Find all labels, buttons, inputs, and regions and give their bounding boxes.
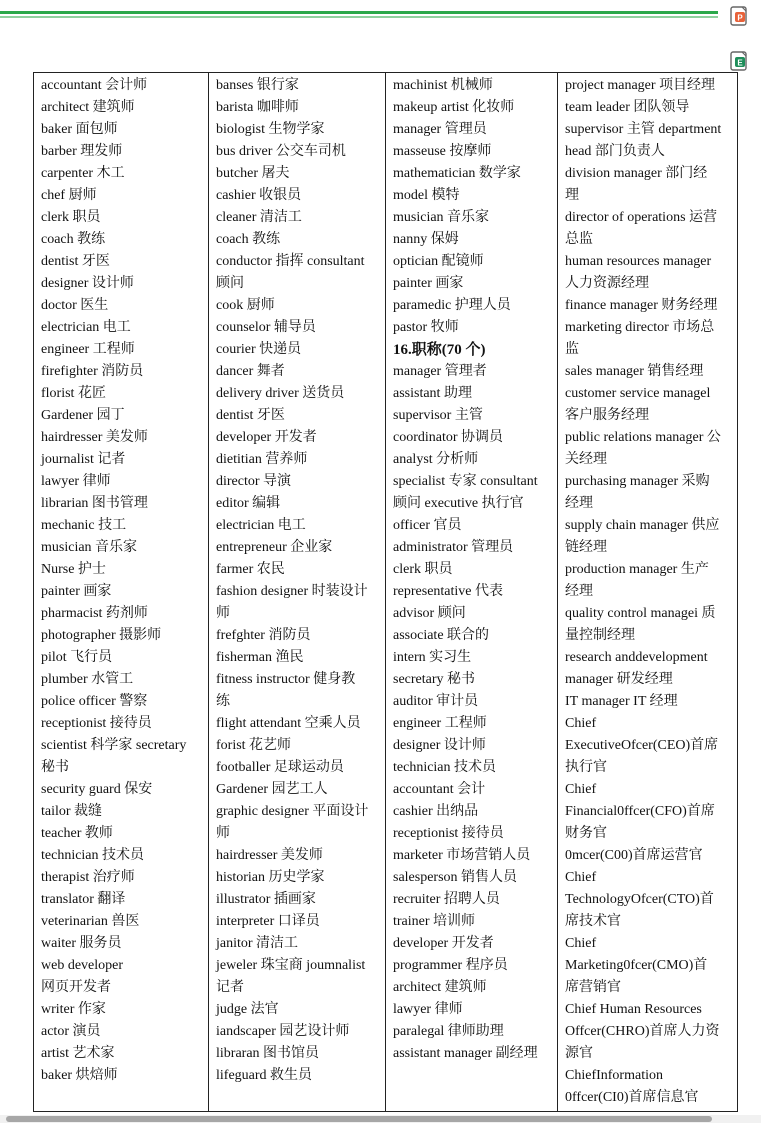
vocab-entry: barista 咖啡师 <box>216 100 299 115</box>
vocab-entry: firefighter 消防员 <box>41 364 144 379</box>
vocab-entry: counselor 辅导员 <box>216 320 316 335</box>
accent-line-dark <box>0 11 718 14</box>
ppt-export-icon[interactable] <box>726 3 752 29</box>
vocab-entry: director of operations 运营 <box>565 210 718 225</box>
vocab-entry: painter 画家 <box>41 584 112 599</box>
vocab-entry: coach 教练 <box>216 232 281 247</box>
table-column-3 <box>386 73 558 1111</box>
vocab-entry: plumber 水管工 <box>41 672 134 687</box>
vocab-entry: pharmacist 药剂师 <box>41 606 148 621</box>
vocab-entry: Financial0ffcer(CFO)首席 <box>565 804 715 819</box>
vocab-entry: frefghter 消防员 <box>216 628 311 643</box>
vocab-entry: doctor 医生 <box>41 298 109 313</box>
vocab-entry: assistant 助理 <box>393 386 472 401</box>
vocab-entry: entrepreneur 企业家 <box>216 540 333 555</box>
vocab-entry: developer 开发者 <box>216 430 317 445</box>
vocab-entry: customer service managel <box>565 386 711 401</box>
vocab-entry: technician 技术员 <box>41 848 145 863</box>
vocab-entry: biologist 生物学家 <box>216 122 325 137</box>
vocab-entry: mechanic 技工 <box>41 518 127 533</box>
vocab-entry: architect 建筑师 <box>41 100 135 115</box>
vocab-entry: footballer 足球运动员 <box>216 760 344 775</box>
vocab-entry: dietitian 营养师 <box>216 452 308 467</box>
vocab-entry: architect 建筑师 <box>393 980 487 995</box>
vocab-entry: conductor 指挥 consultant <box>216 254 365 269</box>
vocab-entry: assistant manager 副经理 <box>393 1046 538 1061</box>
vocab-entry: jeweler 珠宝商 joumnalist <box>216 958 366 973</box>
vocab-entry: therapist 治疗师 <box>41 870 135 885</box>
vocab-entry: accountant 会计 <box>393 782 486 797</box>
horizontal-scrollbar[interactable] <box>0 1115 761 1123</box>
table-column-2 <box>209 73 386 1111</box>
vocab-entry: ChiefInformation <box>565 1068 663 1083</box>
vocab-entry: 记者 <box>216 980 244 995</box>
vocab-entry: production manager 生产 <box>565 562 709 577</box>
vocab-entry: Chief <box>565 716 597 731</box>
vocab-entry: sales manager 销售经理 <box>565 364 704 379</box>
vocab-entry: interpreter 口译员 <box>216 914 320 929</box>
vocab-entry: model 模特 <box>393 188 460 203</box>
vocab-entry: waiter 服务员 <box>41 936 122 951</box>
vocab-entry: human resources manager <box>565 254 712 269</box>
vocab-entry: coordinator 协调员 <box>393 430 504 445</box>
vocab-entry: associate 联合的 <box>393 628 490 643</box>
vocab-entry: lifeguard 救生员 <box>216 1068 313 1083</box>
vocab-entry: paramedic 护理人员 <box>393 298 511 313</box>
vocab-entry: Chief <box>565 782 597 797</box>
vocab-entry: libraran 图书馆员 <box>216 1046 320 1061</box>
vocab-entry: hairdresser 美发师 <box>216 848 323 863</box>
vocab-entry: baker 面包师 <box>41 122 118 137</box>
vocab-entry: ExecutiveOfcer(CEO)首席 <box>565 738 719 753</box>
vocab-entry: 0ffcer(CI0)首席信息官 <box>565 1090 699 1105</box>
vocab-entry: artist 艺术家 <box>41 1046 115 1061</box>
vocab-entry: Gardener 园丁 <box>41 408 125 423</box>
vocab-entry: manager 研发经理 <box>565 672 673 687</box>
vocab-entry: 总监 <box>565 232 593 247</box>
vocab-entry: 执行官 <box>565 760 607 775</box>
vocab-entry: makeup artist 化妆师 <box>393 100 515 115</box>
vocab-entry: salesperson 销售人员 <box>393 870 518 885</box>
vocab-entry: web developer <box>41 958 124 973</box>
vocab-entry: accountant 会计师 <box>41 78 148 93</box>
vocab-entry: florist 花匠 <box>41 386 106 401</box>
vocab-entry: 练 <box>216 694 230 709</box>
vocab-entry: 财务官 <box>565 826 607 841</box>
vocab-entry: janitor 清洁工 <box>216 936 299 951</box>
vocab-entry: finance manager 财务经理 <box>565 298 718 313</box>
vocab-entry: illustrator 插画家 <box>216 892 316 907</box>
vocab-entry: supply chain manager 供应 <box>565 518 720 533</box>
vocab-entry: 网页开发者 <box>41 980 111 995</box>
vocab-entry: banses 银行家 <box>216 78 299 93</box>
vocab-entry: Chief <box>565 870 597 885</box>
vocab-entry: lawyer 律师 <box>393 1002 463 1017</box>
vocab-entry: 师 <box>216 606 230 621</box>
vocab-entry: supervisor 主管 <box>393 408 483 423</box>
table-column-1 <box>34 73 209 1111</box>
vocab-entry: judge 法官 <box>216 1002 279 1017</box>
vocab-entry: masseuse 按摩师 <box>393 144 492 159</box>
vocab-entry: translator 翻译 <box>41 892 126 907</box>
vocab-entry: 0mcer(C00)首席运营官 <box>565 848 703 863</box>
vocab-entry: marketing director 市场总 <box>565 320 715 335</box>
vocab-entry: representative 代表 <box>393 584 504 599</box>
vocab-entry: designer 设计师 <box>393 738 486 753</box>
vocab-entry: 经理 <box>565 496 593 511</box>
vocab-entry: 量控制经理 <box>565 628 635 643</box>
vocab-entry: butcher 屠夫 <box>216 166 290 181</box>
vocab-entry: photographer 摄影师 <box>41 628 162 643</box>
vocab-entry: farmer 农民 <box>216 562 285 577</box>
vocab-entry: 经理 <box>565 584 593 599</box>
vocab-entry: optician 配镜师 <box>393 254 484 269</box>
vocab-entry: editor 编辑 <box>216 496 281 511</box>
vocab-entry: iandscaper 园艺设计师 <box>216 1024 350 1039</box>
excel-export-icon[interactable] <box>726 48 752 74</box>
vocab-entry: division manager 部门经 <box>565 166 708 181</box>
vocab-entry: project manager 项目经理 <box>565 78 716 93</box>
vocab-entry: librarian 图书管理 <box>41 496 148 511</box>
vocab-entry: manager 管理员 <box>393 122 487 137</box>
vocab-entry: veterinarian 兽医 <box>41 914 140 929</box>
vocab-entry: trainer 培训师 <box>393 914 476 929</box>
vocab-entry: engineer 工程师 <box>41 342 135 357</box>
vocab-entry: intern 实习生 <box>393 650 472 665</box>
svg-text:E: E <box>737 58 743 68</box>
vocab-entry: forist 花艺师 <box>216 738 292 753</box>
vocab-entry: manager 管理者 <box>393 364 487 379</box>
vocab-entry: receptionist 接待员 <box>393 826 504 841</box>
vocab-entry: cashier 出纳品 <box>393 804 479 819</box>
vocab-entry: baker 烘焙师 <box>41 1068 118 1083</box>
vocab-entry: 关经理 <box>565 452 607 467</box>
vocab-entry: hairdresser 美发师 <box>41 430 148 445</box>
vocab-entry: recruiter 招聘人员 <box>393 892 500 907</box>
vocab-entry: 监 <box>565 342 579 357</box>
vocab-entry: Offcer(CHRO)首席人力资 <box>565 1024 720 1039</box>
vocab-entry: designer 设计师 <box>41 276 134 291</box>
vocab-entry: developer 开发者 <box>393 936 494 951</box>
vocab-entry: musician 音乐家 <box>393 210 490 225</box>
vocab-entry: cashier 收银员 <box>216 188 302 203</box>
vocab-entry: specialist 专家 consultant <box>393 474 538 489</box>
vocab-entry: teacher 教师 <box>41 826 113 841</box>
vocab-entry: cleaner 清洁工 <box>216 210 302 225</box>
svg-text:P: P <box>737 13 743 23</box>
vocab-entry: IT manager IT 经理 <box>565 694 678 709</box>
vocab-entry: 秘书 <box>41 760 69 775</box>
top-accent-bar <box>0 0 718 20</box>
vocab-entry: 理 <box>565 188 579 203</box>
vocab-entry: clerk 职员 <box>393 562 453 577</box>
section-heading: 16.职称(70 个) <box>393 342 486 358</box>
vocab-entry: technician 技术员 <box>393 760 497 775</box>
vocab-entry: analyst 分析师 <box>393 452 479 467</box>
vocab-entry: advisor 顾问 <box>393 606 466 621</box>
vocab-entry: fitness instructor 健身教 <box>216 672 356 687</box>
vocab-entry: 席技术官 <box>565 914 621 929</box>
vocab-entry: officer 官员 <box>393 518 462 533</box>
vocab-entry: coach 教练 <box>41 232 106 247</box>
vocab-entry: nanny 保姆 <box>393 232 459 247</box>
vocab-entry: secretary 秘书 <box>393 672 476 687</box>
vocab-entry: musician 音乐家 <box>41 540 138 555</box>
vocab-entry: marketer 市场营销人员 <box>393 848 531 863</box>
vocab-entry: actor 演员 <box>41 1024 101 1039</box>
vocab-entry: administrator 管理员 <box>393 540 514 555</box>
vocab-entry: chef 厨师 <box>41 188 97 203</box>
vocab-entry: head 部门负责人 <box>565 144 665 159</box>
vocab-entry: 源官 <box>565 1046 593 1061</box>
vocab-entry: Chief <box>565 936 597 951</box>
vocab-entry: security guard 保安 <box>41 782 153 797</box>
vocab-entry: Marketing0fcer(CMO)首 <box>565 958 708 973</box>
vocab-entry: machinist 机械师 <box>393 78 493 93</box>
vocab-entry: lawyer 律师 <box>41 474 111 489</box>
vocab-entry: engineer 工程师 <box>393 716 487 731</box>
side-toolbar <box>718 0 761 80</box>
vocab-entry: cook 厨师 <box>216 298 275 313</box>
vocab-entry: scientist 科学家 secretary <box>41 738 187 753</box>
vocab-entry: 人力资源经理 <box>565 276 649 291</box>
vocab-entry: research anddevelopment <box>565 650 708 665</box>
vocab-entry: 席营销官 <box>565 980 621 995</box>
accent-line-light <box>0 16 718 18</box>
vocab-entry: dentist 牙医 <box>41 254 110 269</box>
vocab-entry: auditor 审计员 <box>393 694 479 709</box>
vocab-entry: mathematician 数学家 <box>393 166 521 181</box>
vocab-entry: programmer 程序员 <box>393 958 508 973</box>
table-column-4 <box>558 73 737 1111</box>
vocab-entry: director 导演 <box>216 474 292 489</box>
vocab-entry: barber 理发师 <box>41 144 123 159</box>
vocab-entry: public relations manager 公 <box>565 430 721 445</box>
vocab-entry: delivery driver 送货员 <box>216 386 345 401</box>
vocab-entry: 师 <box>216 826 230 841</box>
vocab-entry: purchasing manager 采购 <box>565 474 710 489</box>
vocab-entry: clerk 职员 <box>41 210 101 225</box>
vocab-entry: fashion designer 时装设计 <box>216 584 368 599</box>
vocab-entry: historian 历史学家 <box>216 870 325 885</box>
vocab-entry: 链经理 <box>565 540 607 555</box>
vocab-entry: police officer 警察 <box>41 694 148 709</box>
vocab-entry: team leader 团队领导 <box>565 100 690 115</box>
vocab-entry: flight attendant 空乘人员 <box>216 716 361 731</box>
vocab-entry: graphic designer 平面设计 <box>216 804 369 819</box>
vocab-entry: 顾问 <box>216 276 244 291</box>
vocab-entry: quality control managei 质 <box>565 606 716 621</box>
vocab-entry: dancer 舞者 <box>216 364 285 379</box>
vocab-entry: carpenter 木工 <box>41 166 125 181</box>
vocab-entry: pastor 牧师 <box>393 320 459 335</box>
vocab-entry: Gardener 园艺工人 <box>216 782 328 797</box>
vocabulary-table <box>33 72 738 1112</box>
vocab-entry: tailor 裁缝 <box>41 804 103 819</box>
vocab-entry: 顾问 executive 执行官 <box>393 496 524 511</box>
vocab-entry: writer 作家 <box>41 1002 106 1017</box>
vocab-entry: electrician 电工 <box>216 518 306 533</box>
vocab-entry: journalist 记者 <box>41 452 126 467</box>
vocab-entry: bus driver 公交车司机 <box>216 144 346 159</box>
vocab-entry: fisherman 渔民 <box>216 650 304 665</box>
vocab-entry: receptionist 接待员 <box>41 716 152 731</box>
vocab-entry: supervisor 主管 department <box>565 122 722 137</box>
vocab-entry: Chief Human Resources <box>565 1002 702 1017</box>
vocab-entry: courier 快递员 <box>216 342 302 357</box>
vocab-entry: TechnologyOfcer(CTO)首 <box>565 892 714 907</box>
vocab-entry: 客户服务经理 <box>565 408 649 423</box>
vocab-entry: Nurse 护士 <box>41 562 106 577</box>
vocab-entry: electrician 电工 <box>41 320 131 335</box>
vocab-entry: dentist 牙医 <box>216 408 285 423</box>
vocab-entry: painter 画家 <box>393 276 464 291</box>
vocab-entry: pilot 飞行员 <box>41 650 113 665</box>
scrollbar-thumb[interactable] <box>6 1116 712 1122</box>
vocab-entry: paralegal 律师助理 <box>393 1024 504 1039</box>
